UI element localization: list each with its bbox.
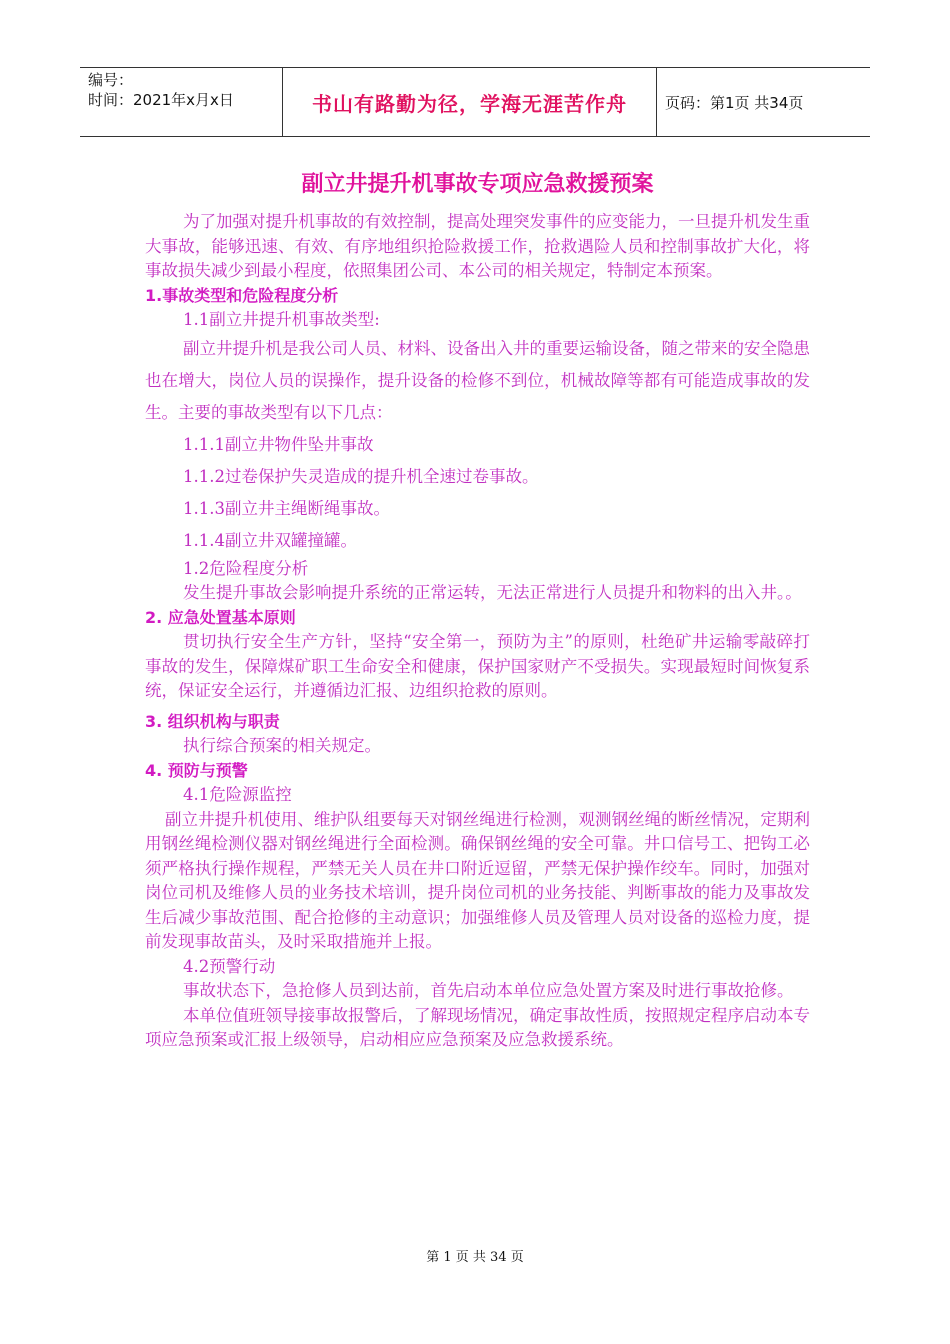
section-3-text: 执行综合预案的相关规定。 bbox=[183, 736, 381, 755]
list-item: 1.1.1副立井物件坠井事故 bbox=[183, 434, 374, 454]
section-4-2-heading: 4.2预警行动 bbox=[183, 956, 276, 976]
section-4-2-text-1: 事故状态下，急抢修人员到达前，首先启动本单位应急处置方案及时进行事故抢修。 bbox=[183, 981, 794, 1000]
section-1-2-text: 发生提升事故会影响提升系统的正常运转，无法正常进行人员提升和物料的出入井。。 bbox=[183, 583, 802, 602]
list-item: 1.1.4副立井双罐撞罐。 bbox=[183, 530, 357, 550]
number-label: 编号： bbox=[88, 71, 134, 89]
document-title: 副立井提升机事故专项应急救援预案 bbox=[301, 172, 654, 197]
page-footer: 第 1 页 共 34 页 bbox=[426, 1250, 524, 1265]
section-4-1-text: 副立井提升机使用、维护队组要每天对钢丝绳进行检测，观测钢丝绳的断丝情况，定期利用钢丝绳检测仪器对钢丝绳进行全面检测。确保钢丝绳的安全可靠。井口信号工、把钩工必须严格执行操作规程，严禁无关人员在井口附近逗留，严禁无保护操作绞车。同时，加强对岗位司机及维修人员的业务技术培训，提升岗位司机的业务技能、判断事故的能力及事故发生后减少事故范围、配合抢修的主动意识；加强维修人员及管理人员对设备的巡检力度，提前发现事故苗头，及时采取措施并上报。 bbox=[145, 809, 810, 951]
list-item: 1.1.3副立井主绳断绳事故。 bbox=[183, 498, 390, 518]
section-3-heading: 3. 组织机构与职责 bbox=[145, 711, 280, 731]
section-1-2-heading: 1.2危险程度分析 bbox=[183, 558, 309, 578]
section-1-heading: 1.事故类型和危险程度分析 bbox=[145, 285, 339, 305]
section-1-1-text: 副立井提升机是我公司人员、材料、设备出入井的重要运输设备，随之带来的安全隐患也在增大，岗位人员的误操作，提升设备的检修不到位，机械故障等都有可能造成事故的发生。主要的事故类型有以下几点： bbox=[145, 338, 810, 422]
section-4-1-heading: 4.1危险源监控 bbox=[183, 785, 292, 804]
header-motto: 书山有路勤为径，学海无涯苦作舟 bbox=[282, 68, 657, 136]
intro-paragraph: 为了加强对提升机事故的有效控制，提高处理突发事件的应变能力，一旦提升机发生重大事故，能够迅速、有效、有序地组织抢险救援工作，抢救遇险人员和控制事故扩大化，将事故损失减少到最小程度，依照集团公司、本公司的相关规定，特制定本预案。 bbox=[145, 212, 810, 280]
section-4-2-text-2: 本单位值班领导接事故报警后，了解现场情况，确定事故性质，按照规定程序启动本专项应急预案或汇报上级领导，启动相应应急预案及应急救援系统。 bbox=[145, 1005, 810, 1049]
list-item: 1.1.2过卷保护失灵造成的提升机全速过卷事故。 bbox=[183, 466, 539, 486]
time-label: 时间：2021年x月x日 bbox=[88, 91, 234, 109]
header-meta bbox=[80, 68, 282, 136]
section-4-heading: 4. 预防与预警 bbox=[145, 760, 248, 780]
section-2-heading: 2. 应急处置基本原则 bbox=[145, 607, 296, 627]
section-2-text: 贯切执行安全生产方针，坚持“安全第一，预防为主”的原则，杜绝矿井运输零敲碎打事故的发生，保障煤矿职工生命安全和健康，保护国家财产不受损失。实现最短时间恢复系统，保证安全运行，并遵循边汇报、边组织抢救的原则。 bbox=[145, 632, 810, 700]
header-page-info: 页码：第1页 共34页 bbox=[665, 93, 804, 112]
section-1-1-heading: 1.1副立井提升机事故类型: bbox=[183, 310, 380, 329]
page-header bbox=[80, 67, 870, 137]
document-body bbox=[145, 170, 810, 1053]
